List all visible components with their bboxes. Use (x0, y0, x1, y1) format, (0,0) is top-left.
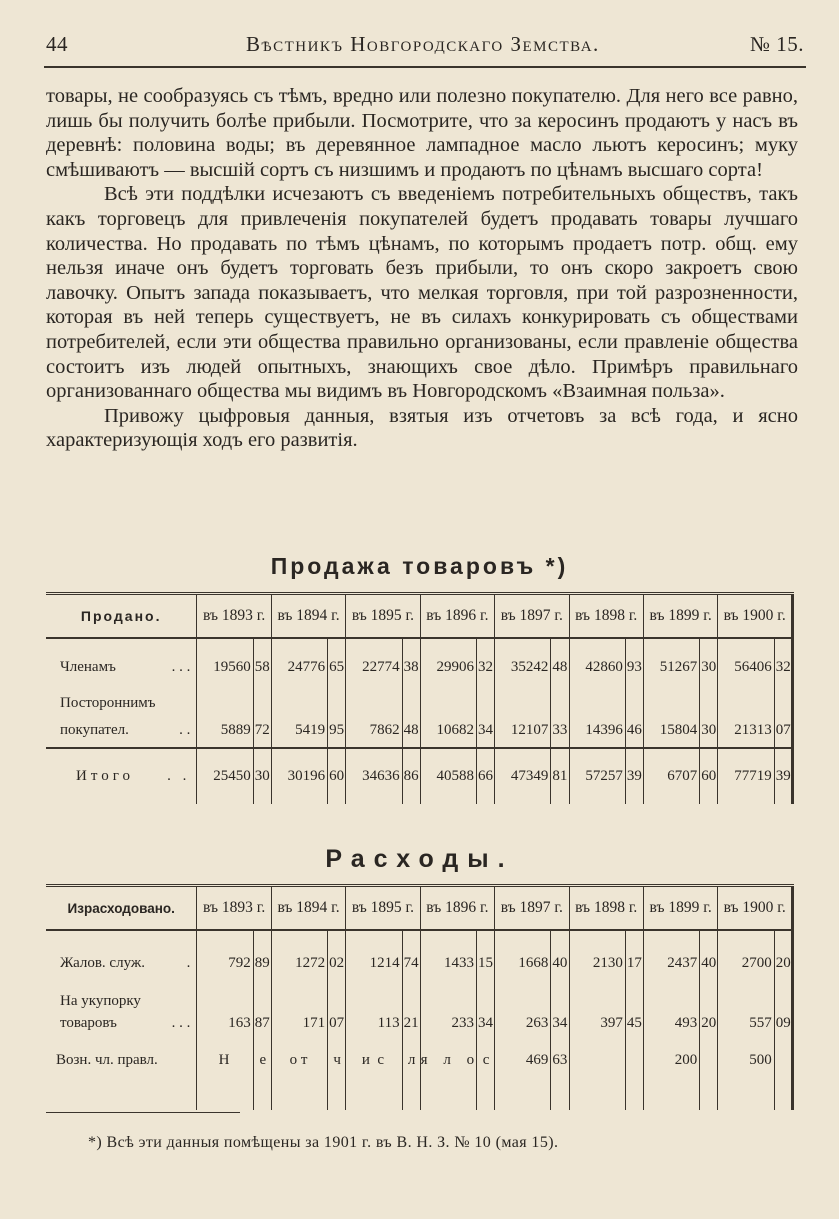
table-row (46, 684, 793, 712)
cell-kop: 30 (253, 748, 271, 804)
cell-rub: 2130 (569, 930, 625, 980)
body-text (46, 84, 798, 453)
sales-year-header: въ 1900 г. (718, 594, 793, 639)
expense-year-header: въ 1898 г. (569, 886, 643, 931)
cell-kop: 30 (700, 712, 718, 748)
cell-kop: 34 (477, 712, 495, 748)
cell-rub: 2700 (718, 930, 774, 980)
cell-rub: 14396 (569, 712, 625, 748)
expense-row-header: Израсходовано. (46, 886, 197, 931)
cell-kop: 20 (774, 930, 792, 980)
sales-year-header: въ 1894 г. (271, 594, 345, 639)
page-header (46, 30, 804, 64)
cell-kop: 48 (402, 712, 420, 748)
cell-rub: 51267 (643, 638, 699, 684)
cell-rub: 1214 (346, 930, 402, 980)
expense-year-header: въ 1900 г. (718, 886, 793, 931)
cell-kop: 93 (625, 638, 643, 684)
cell-rub: 6707 (643, 748, 699, 804)
cell-kop: 58 (253, 638, 271, 684)
expense-table-title: Расходы. (325, 845, 514, 873)
cell-kop: 34 (551, 1010, 569, 1040)
cell-rub: 7862 (346, 712, 402, 748)
sales-table-title: Продажа товаровъ *) (270, 553, 569, 579)
cell-kop: 02 (328, 930, 346, 980)
cell-kop: 30 (700, 638, 718, 684)
table-row (46, 712, 793, 748)
cell-rub: 12107 (495, 712, 551, 748)
expense-year-header: въ 1894 г. (271, 886, 345, 931)
cell-kop: 60 (700, 748, 718, 804)
expense-table (46, 884, 794, 1110)
cell-rub: 1433 (420, 930, 476, 980)
cell-rub: 397 (569, 1010, 625, 1040)
row-label: На укупорку (60, 993, 141, 1009)
cell-kop: 40 (700, 930, 718, 980)
cell-rub: 35242 (495, 638, 551, 684)
merged-letter: л (402, 1040, 420, 1080)
cell-kop: 74 (402, 930, 420, 980)
cell-rub: 163 (197, 1010, 253, 1040)
expense-year-header: въ 1893 г. (197, 886, 271, 931)
cell-rub: 22774 (346, 638, 402, 684)
cell-kop: 66 (477, 748, 495, 804)
cell-rub: 1668 (495, 930, 551, 980)
cell-kop: 89 (253, 930, 271, 980)
cell-rub: 493 (643, 1010, 699, 1040)
issue-number: № 15. (749, 32, 804, 56)
cell-kop: 34 (477, 1010, 495, 1040)
cell-rub: 557 (718, 1010, 774, 1040)
paragraph-1: товары, не сообразуясь съ тѣмъ, вредно или полезно покупателю. Для него все равно, лишь бы получить болѣе прибыли. Посмотрите, что за керосинъ продаютъ у насъ въ деревнѣ: половина воды; въ деревянное лампадное масло льютъ керосинъ; муку смѣшиваютъ — высшій сортъ съ низшимъ и продаютъ по цѣнамъ высшаго сорта! (46, 85, 798, 181)
sales-year-header: въ 1895 г. (346, 594, 420, 639)
cell-rub: 469 (495, 1040, 551, 1080)
cell-kop: 46 (625, 712, 643, 748)
cell-kop: 95 (328, 712, 346, 748)
cell-kop: 07 (774, 712, 792, 748)
paragraph-3: Привожу цыфровыя данныя, взятыя изъ отчетовъ за всѣ года, и ясно характеризующія ходъ его развитія. (46, 404, 798, 452)
row-label: Членамъ . . . (60, 659, 191, 675)
cell-rub: 171 (271, 1010, 327, 1040)
merged-letter: и с (346, 1040, 402, 1080)
cell-kop: 86 (402, 748, 420, 804)
cell-kop: 72 (253, 712, 271, 748)
sales-year-header: въ 1893 г. (197, 594, 271, 639)
cell-rub: 1272 (271, 930, 327, 980)
cell-kop: 45 (625, 1010, 643, 1040)
cell-rub: 5889 (197, 712, 253, 748)
cell-rub: 5419 (271, 712, 327, 748)
row-label: Итого . . (46, 748, 197, 804)
sales-table (46, 592, 794, 804)
sales-header-row (46, 594, 793, 639)
sales-year-header: въ 1897 г. (495, 594, 569, 639)
merged-letter: ч (328, 1040, 346, 1080)
footnote: *) Всѣ эти данныя помѣщены за 1901 г. въ В. Н. З. № 10 (мая 15). (88, 1134, 559, 1151)
cell-kop: 39 (625, 748, 643, 804)
cell-kop: 40 (551, 930, 569, 980)
cell-rub: 792 (197, 930, 253, 980)
cell-kop: 38 (402, 638, 420, 684)
cell-rub: 56406 (718, 638, 774, 684)
cell-kop: 07 (328, 1010, 346, 1040)
cell-rub: 24776 (271, 638, 327, 684)
cell-rub: 10682 (420, 712, 476, 748)
total-row (46, 748, 793, 804)
footnote-rule (46, 1112, 240, 1113)
expense-year-header: въ 1897 г. (495, 886, 569, 931)
cell-rub: 263 (495, 1010, 551, 1040)
cell-kop: 09 (774, 1010, 792, 1040)
cell-rub: 25450 (197, 748, 253, 804)
cell-kop: 60 (328, 748, 346, 804)
cell-rub: 233 (420, 1010, 476, 1040)
table-row (46, 638, 793, 684)
page-number: 44 (46, 32, 68, 56)
cell-rub: 30196 (271, 748, 327, 804)
row-label: товаровъ . . . (60, 1015, 191, 1031)
cell-rub: 200 (643, 1040, 699, 1080)
merged-letter: с (477, 1040, 495, 1080)
merged-letter: я л о (420, 1040, 476, 1080)
sales-year-header: въ 1896 г. (420, 594, 494, 639)
cell-kop: 87 (253, 1010, 271, 1040)
table-row (46, 1010, 793, 1040)
table-row (46, 980, 793, 1010)
expense-year-header: въ 1896 г. (420, 886, 494, 931)
row-label: Жалов. служ. . (60, 955, 191, 971)
journal-title: Вѣстникъ Новгородскаго Земства. (246, 32, 600, 56)
cell-kop: 33 (551, 712, 569, 748)
cell-kop: 39 (774, 748, 792, 804)
header-rule (44, 66, 806, 68)
table-row (46, 1040, 793, 1080)
table-row (46, 930, 793, 980)
cell-rub: 77719 (718, 748, 774, 804)
paragraph-2: Всѣ эти поддѣлки исчезаютъ съ введеніемъ потребительныхъ обществъ, такъ какъ торговецъ для привлеченія покупателей будетъ продавать товары лучшаго количества. Но продавать по тѣмъ цѣнамъ, по которымъ продаетъ потр. общ. ему нельзя иначе онъ будетъ торговать безъ прибыли, то онъ скоро закроетъ свою лавочку. Опытъ запада показываетъ, что мелкая торговля, при той разрозненности, которая въ ней теперь существуетъ, не въ силахъ конкурировать съ обществами потребителей, если эти общества правильно организованы, если правленіе общества состоитъ изъ людей опытныхъ, знающихъ свое дѣло. Примѣръ правильнаго организованнаго общества мы видимъ въ Новгородскомъ «Взаимная польза». (46, 183, 798, 403)
cell-rub: 113 (346, 1010, 402, 1040)
row-label: покупател. . . (46, 712, 197, 748)
merged-letter: о т (271, 1040, 327, 1080)
cell-rub: 57257 (569, 748, 625, 804)
row-label: Постороннимъ (60, 695, 156, 711)
cell-rub: 19560 (197, 638, 253, 684)
cell-kop: 20 (700, 1010, 718, 1040)
expense-year-header: въ 1895 г. (346, 886, 420, 931)
cell-kop: 48 (551, 638, 569, 684)
cell-kop: 32 (774, 638, 792, 684)
cell-rub: 47349 (495, 748, 551, 804)
cell-rub: 40588 (420, 748, 476, 804)
expense-header-row (46, 886, 793, 931)
cell-kop: 63 (551, 1040, 569, 1080)
cell-kop: 15 (477, 930, 495, 980)
cell-kop: 17 (625, 930, 643, 980)
cell-kop: 65 (328, 638, 346, 684)
merged-letter: е (253, 1040, 271, 1080)
cell-rub: 15804 (643, 712, 699, 748)
table-row (46, 1080, 793, 1110)
sales-row-header: Продано. (46, 594, 197, 639)
sales-year-header: въ 1899 г. (643, 594, 717, 639)
cell-rub: 34636 (346, 748, 402, 804)
cell-rub: 42860 (569, 638, 625, 684)
cell-rub: 500 (718, 1040, 774, 1080)
cell-kop: 81 (551, 748, 569, 804)
cell-rub: 21313 (718, 712, 774, 748)
expense-year-header: въ 1899 г. (643, 886, 717, 931)
row-label: Возн. чл. правл. (56, 1051, 158, 1068)
cell-kop: 32 (477, 638, 495, 684)
sales-year-header: въ 1898 г. (569, 594, 643, 639)
cell-rub: 29906 (420, 638, 476, 684)
merged-letter: Н (197, 1040, 253, 1080)
cell-kop: 21 (402, 1010, 420, 1040)
cell-rub: 2437 (643, 930, 699, 980)
